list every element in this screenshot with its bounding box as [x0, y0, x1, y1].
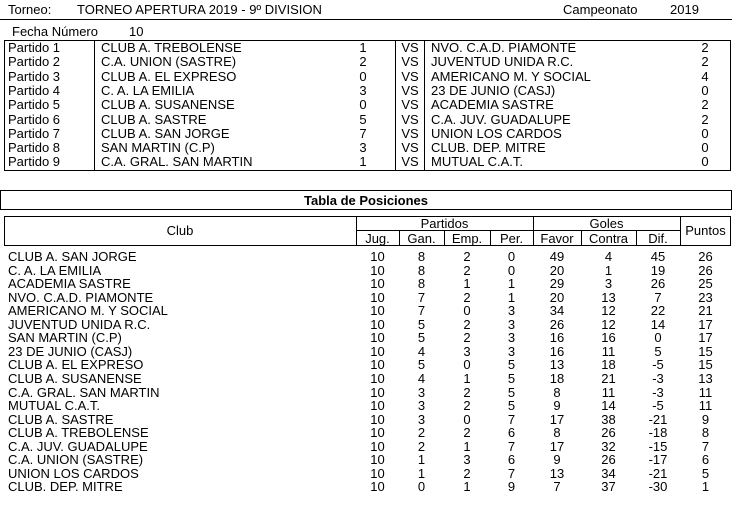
per-value: 0 [507, 249, 516, 264]
per-value: 3 [507, 303, 516, 319]
per-value: 7 [507, 438, 516, 454]
jug-value: 10 [370, 479, 385, 495]
favor-value: 13 [549, 465, 565, 481]
puntos-value: 1 [701, 479, 710, 495]
vs-label: VS [401, 54, 419, 70]
home-team: C.A. GRAL. SAN MARTIN [101, 154, 253, 170]
club-name: CLUB A. TREBOLENSE [8, 425, 149, 441]
gan-value: 4 [417, 370, 426, 386]
table-row [0, 480, 732, 494]
favor-value: 8 [553, 384, 561, 400]
favor-value: 29 [549, 276, 565, 292]
favor-value: 9 [553, 398, 561, 414]
vs-label: VS [401, 154, 419, 170]
per-value: 3 [507, 316, 516, 332]
jug-value: 10 [370, 398, 385, 414]
vs-label: VS [401, 140, 419, 156]
emp-value: 2 [463, 289, 471, 305]
home-goals: 3 [359, 82, 367, 98]
contra-value: 12 [601, 316, 616, 332]
fixture-row [0, 84, 732, 98]
per-value: 5 [507, 357, 516, 373]
favor-value: 13 [549, 357, 565, 373]
puntos-value: 9 [701, 411, 710, 427]
gan-value: 3 [417, 398, 426, 414]
vs-label: VS [401, 97, 419, 113]
dif-value: 26 [650, 276, 666, 292]
favor-value: 20 [549, 289, 565, 305]
away-team: AMERICANO M. Y SOCIAL [431, 68, 591, 84]
table-row [0, 277, 732, 291]
contra-value: 37 [601, 479, 616, 495]
emp-value: 1 [463, 370, 471, 386]
away-team: JUVENTUD UNIDA R.C. [431, 54, 574, 70]
home-goals: 5 [359, 111, 367, 127]
jug-value: 10 [370, 316, 385, 332]
gan-value: 5 [417, 330, 426, 346]
gan-header: Gan. [407, 231, 436, 246]
per-value: 5 [507, 398, 516, 414]
dif-value: 7 [654, 289, 662, 305]
fixture-row [0, 98, 732, 112]
match-label: Partido 8 [8, 140, 61, 156]
puntos-value: 23 [698, 289, 713, 305]
dif-value: -21 [648, 465, 668, 481]
contra-value: 11 [601, 384, 616, 400]
favor-value: 8 [553, 425, 561, 441]
gan-value: 4 [417, 343, 426, 359]
emp-value: 2 [463, 249, 471, 264]
dif-value: -17 [648, 452, 668, 468]
puntos-value: 5 [701, 465, 710, 481]
club-name: SAN MARTIN (C.P) [8, 330, 122, 346]
away-goals: 0 [701, 82, 709, 98]
jug-value: 10 [370, 465, 385, 481]
away-team: 23 DE JUNIO (CASJ) [431, 82, 556, 98]
contra-value: 11 [601, 343, 616, 359]
contra-header: Contra [588, 231, 629, 246]
table-row [0, 250, 732, 264]
jug-value: 10 [370, 262, 385, 278]
jug-value: 10 [370, 425, 385, 441]
puntos-value: 25 [698, 276, 713, 292]
table-row [0, 467, 732, 481]
gan-value: 3 [417, 384, 426, 400]
gan-value: 5 [417, 357, 426, 373]
dif-value: 45 [650, 249, 666, 264]
table-row [0, 399, 732, 413]
home-team: CLUB A. SAN JORGE [101, 125, 230, 141]
favor-value: 17 [549, 438, 565, 454]
gan-value: 1 [417, 452, 426, 468]
favor-value: 16 [549, 343, 565, 359]
puntos-value: 21 [698, 303, 713, 319]
emp-value: 0 [463, 303, 471, 319]
vs-label: VS [401, 125, 419, 141]
away-team: C.A. JUV. GUADALUPE [431, 111, 571, 127]
home-goals: 1 [359, 154, 367, 170]
vs-label: VS [401, 68, 419, 84]
contra-value: 34 [601, 465, 616, 481]
jug-value: 10 [370, 438, 385, 454]
home-team: C.A. UNION (SASTRE) [101, 54, 237, 70]
away-goals: 2 [701, 40, 709, 55]
emp-value: 3 [463, 343, 471, 359]
table-row [0, 453, 732, 467]
away-team: MUTUAL C.A.T. [431, 154, 523, 170]
gan-value: 5 [417, 316, 426, 332]
match-label: Partido 1 [8, 40, 61, 55]
contra-value: 26 [601, 452, 616, 468]
jug-value: 10 [370, 343, 385, 359]
gan-value: 8 [417, 276, 426, 292]
contra-value: 32 [601, 438, 616, 454]
fixture-row [0, 113, 732, 127]
puntos-value: 11 [698, 398, 713, 414]
favor-value: 49 [549, 249, 565, 264]
per-value: 7 [507, 411, 516, 427]
home-goals: 7 [359, 125, 367, 141]
contra-value: 12 [601, 303, 616, 319]
home-team: CLUB A. EL EXPRESO [101, 68, 237, 84]
dif-value: -5 [652, 398, 664, 414]
table-title: Tabla de Posiciones [303, 193, 429, 208]
per-value: 9 [507, 479, 516, 495]
club-name: C.A. UNION (SASTRE) [8, 452, 144, 468]
away-goals: 0 [701, 140, 709, 156]
gan-value: 1 [417, 465, 426, 481]
match-label: Partido 2 [8, 54, 61, 70]
club-name: CLUB A. SUSANENSE [8, 370, 142, 386]
away-goals: 2 [701, 54, 709, 70]
partidos-header: Partidos [420, 216, 469, 231]
vs-label: VS [401, 40, 419, 55]
dif-value: 14 [650, 316, 666, 332]
jug-value: 10 [370, 370, 385, 386]
match-label: Partido 9 [8, 154, 61, 170]
puntos-value: 15 [698, 357, 713, 373]
per-value: 7 [507, 465, 516, 481]
home-goals: 3 [359, 140, 367, 156]
table-row [0, 318, 732, 332]
fixture-row [0, 127, 732, 141]
dif-value: -3 [652, 384, 664, 400]
jug-value: 10 [370, 411, 385, 427]
home-goals: 2 [359, 54, 367, 70]
gan-value: 3 [417, 411, 426, 427]
home-team: CLUB A. SASTRE [101, 111, 207, 127]
club-name: CLUB. DEP. MITRE [8, 479, 123, 495]
gan-value: 8 [417, 262, 426, 278]
favor-value: 16 [549, 330, 565, 346]
favor-value: 26 [549, 316, 565, 332]
away-team: NVO. C.A.D. PIAMONTE [431, 40, 577, 55]
contra-value: 16 [601, 330, 616, 346]
gan-value: 7 [417, 289, 426, 305]
dif-value: 0 [654, 330, 662, 346]
per-header: Per. [499, 231, 524, 246]
contra-value: 14 [601, 398, 616, 414]
fixture-row [0, 55, 732, 69]
away-team: CLUB. DEP. MITRE [431, 140, 546, 156]
gan-value: 0 [417, 479, 426, 495]
puntos-value: 26 [698, 249, 713, 264]
contra-value: 26 [601, 425, 616, 441]
campeonato-label: Campeonato [563, 2, 638, 17]
per-value: 6 [507, 425, 516, 441]
match-label: Partido 3 [8, 68, 61, 84]
favor-header: Favor [540, 231, 574, 246]
table-row [0, 386, 732, 400]
per-value: 0 [507, 262, 516, 278]
per-value: 5 [507, 370, 516, 386]
club-name: C.A. JUV. GUADALUPE [8, 438, 148, 454]
home-team: CLUB A. TREBOLENSE [101, 40, 242, 55]
away-team: UNION LOS CARDOS [431, 125, 562, 141]
home-goals: 0 [359, 68, 367, 84]
per-value: 1 [507, 289, 516, 305]
dif-header: Dif. [648, 231, 668, 246]
contra-value: 21 [601, 370, 616, 386]
puntos-value: 26 [698, 262, 713, 278]
dif-value: 5 [654, 343, 662, 359]
dif-value: -30 [648, 479, 668, 495]
torneo-label: Torneo: [8, 2, 52, 17]
dif-value: 19 [650, 262, 666, 278]
dif-value: -21 [648, 411, 668, 427]
emp-value: 0 [463, 357, 471, 373]
goles-header: Goles [589, 216, 624, 231]
emp-value: 2 [463, 262, 471, 278]
puntos-value: 8 [701, 425, 710, 441]
home-goals: 1 [359, 40, 367, 55]
favor-value: 7 [553, 479, 561, 495]
contra-value: 18 [601, 357, 616, 373]
match-label: Partido 5 [8, 97, 61, 113]
contra-value: 4 [604, 249, 613, 264]
match-label: Partido 6 [8, 111, 61, 127]
away-goals: 0 [701, 154, 709, 170]
club-name: C.A. GRAL. SAN MARTIN [8, 384, 160, 400]
club-header: Club [166, 223, 194, 238]
jug-value: 10 [370, 357, 385, 373]
puntos-value: 17 [698, 316, 713, 332]
away-team: ACADEMIA SASTRE [431, 97, 554, 113]
header-divider [0, 19, 732, 20]
jug-value: 10 [370, 276, 385, 292]
club-name: C. A. LA EMILIA [8, 262, 102, 278]
jug-header: Jug. [365, 231, 390, 246]
table-row [0, 426, 732, 440]
emp-value: 3 [463, 452, 471, 468]
favor-value: 34 [549, 303, 565, 319]
fixture-row [0, 70, 732, 84]
away-goals: 2 [701, 111, 709, 127]
puntos-value: 6 [701, 452, 710, 468]
table-row [0, 291, 732, 305]
vs-label: VS [401, 111, 419, 127]
match-label: Partido 7 [8, 125, 61, 141]
emp-value: 2 [463, 398, 471, 414]
club-name: CLUB A. SASTRE [8, 411, 114, 427]
contra-value: 3 [604, 276, 613, 292]
puntos-value: 13 [698, 370, 713, 386]
emp-value: 2 [463, 330, 471, 346]
fecha-label: Fecha Número [12, 24, 98, 39]
emp-value: 1 [463, 479, 471, 495]
puntos-header: Puntos [685, 223, 726, 238]
club-name: AMERICANO M. Y SOCIAL [8, 303, 168, 319]
club-name: 23 DE JUNIO (CASJ) [8, 343, 133, 359]
campeonato-year: 2019 [670, 2, 699, 17]
per-value: 5 [507, 384, 516, 400]
per-value: 3 [507, 343, 516, 359]
contra-value: 1 [604, 262, 613, 278]
fecha-number: 10 [129, 24, 144, 39]
table-row [0, 440, 732, 454]
fixture-row [0, 41, 732, 55]
gan-value: 2 [417, 438, 426, 454]
puntos-value: 7 [701, 438, 710, 454]
contra-value: 13 [601, 289, 616, 305]
club-name: JUVENTUD UNIDA R.C. [8, 316, 151, 332]
favor-value: 18 [549, 370, 565, 386]
away-goals: 0 [701, 125, 709, 141]
emp-value: 1 [463, 276, 471, 292]
club-name: CLUB A. SAN JORGE [8, 249, 137, 264]
torneo-name: TORNEO APERTURA 2019 - 9º DIVISION [77, 2, 322, 17]
emp-header: Emp. [451, 231, 483, 246]
club-name: NVO. C.A.D. PIAMONTE [8, 289, 154, 305]
favor-value: 9 [553, 452, 561, 468]
emp-value: 2 [463, 316, 471, 332]
dif-value: 22 [650, 303, 666, 319]
gan-value: 2 [417, 425, 426, 441]
per-value: 6 [507, 452, 516, 468]
puntos-value: 11 [698, 384, 713, 400]
favor-value: 17 [549, 411, 565, 427]
fixture-row [0, 141, 732, 155]
jug-value: 10 [370, 289, 385, 305]
jug-value: 10 [370, 452, 385, 468]
table-row [0, 372, 732, 386]
puntos-value: 17 [698, 330, 713, 346]
per-value: 3 [507, 330, 516, 346]
dif-value: -15 [648, 438, 668, 454]
away-goals: 4 [701, 68, 709, 84]
emp-value: 1 [463, 438, 471, 454]
dif-value: -18 [648, 425, 668, 441]
table-row [0, 413, 732, 427]
puntos-value: 15 [698, 343, 713, 359]
favor-value: 20 [549, 262, 565, 278]
club-name: ACADEMIA SASTRE [8, 276, 131, 292]
dif-value: -3 [652, 370, 664, 386]
emp-value: 0 [463, 411, 471, 427]
fixture-row [0, 155, 732, 169]
jug-value: 10 [370, 303, 385, 319]
table-row [0, 264, 732, 278]
club-name: CLUB A. EL EXPRESO [8, 357, 144, 373]
per-value: 1 [507, 276, 516, 292]
emp-value: 2 [463, 465, 471, 481]
gan-value: 8 [417, 249, 426, 264]
match-label: Partido 4 [8, 82, 61, 98]
table-row [0, 358, 732, 372]
jug-value: 10 [370, 330, 385, 346]
emp-value: 2 [463, 384, 471, 400]
emp-value: 2 [463, 425, 471, 441]
vs-label: VS [401, 82, 419, 98]
club-name: UNION LOS CARDOS [8, 465, 139, 481]
away-goals: 2 [701, 97, 709, 113]
jug-value: 10 [370, 384, 385, 400]
home-team: CLUB A. SUSANENSE [101, 97, 235, 113]
home-goals: 0 [359, 97, 367, 113]
table-row [0, 345, 732, 359]
contra-value: 38 [601, 411, 616, 427]
table-row [0, 304, 732, 318]
home-team: C. A. LA EMILIA [101, 82, 195, 98]
gan-value: 7 [417, 303, 426, 319]
dif-value: -5 [652, 357, 664, 373]
club-name: MUTUAL C.A.T. [8, 398, 100, 414]
table-row [0, 331, 732, 345]
home-team: SAN MARTIN (C.P) [101, 140, 215, 156]
jug-value: 10 [370, 249, 385, 264]
